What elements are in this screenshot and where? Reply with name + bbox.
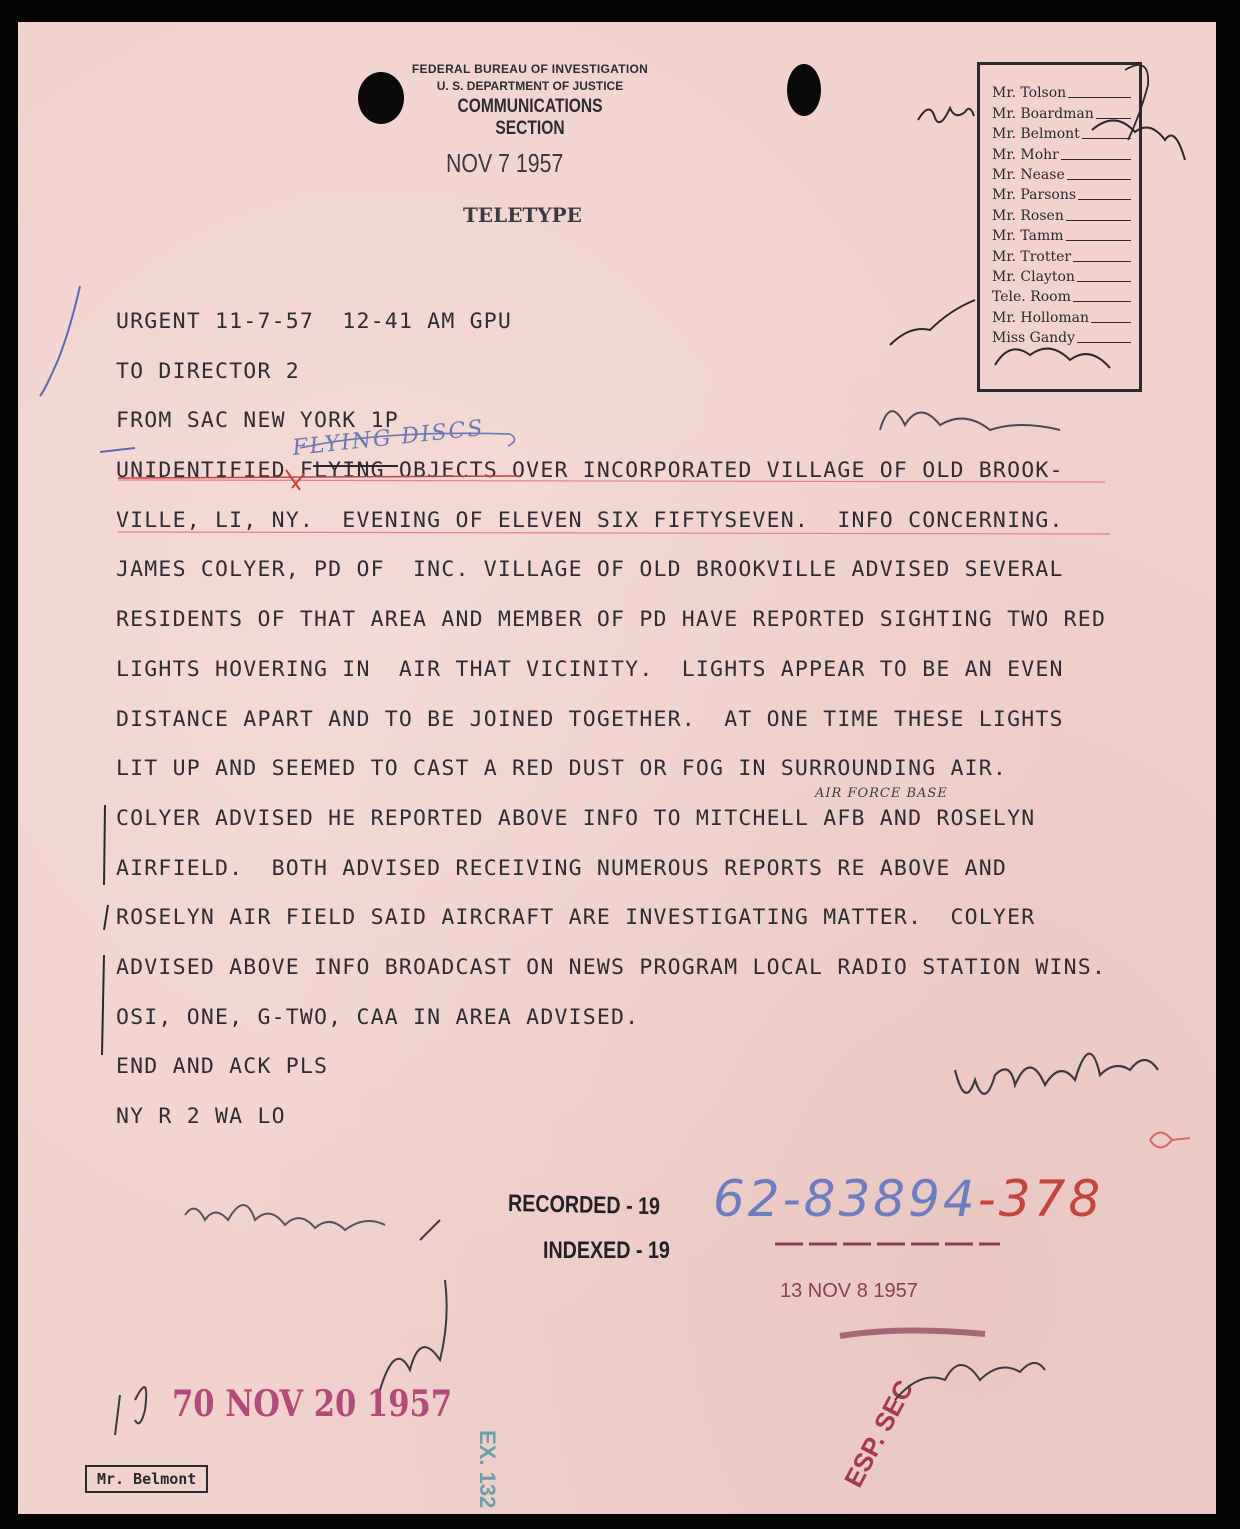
annotation-flying-discs: FLYING DISCS — [291, 415, 486, 462]
routing-name: Mr. Holloman — [992, 309, 1090, 326]
file-number-main: 62-83894 — [713, 1170, 978, 1228]
agency-line-1: FEDERAL BUREAU OF INVESTIGATION — [411, 62, 649, 76]
routing-name: Mr. Rosen — [992, 207, 1064, 224]
message-line: NY R 2 WA LO — [116, 1104, 286, 1129]
indexed-stamp: INDEXED - 19 — [543, 1237, 670, 1264]
message-line: DISTANCE APART AND TO BE JOINED TOGETHER. AT ONE TIME THESE LIGHTS — [116, 706, 1064, 732]
message-line: LIT UP AND SEEMED TO CAST A RED DUST OR FOG IN SURROUNDING AIR. — [116, 756, 1008, 782]
receipt-date: NOV 7 1957 — [446, 148, 564, 178]
message-line: URGENT 11-7-57 12-41 AM GPU — [116, 309, 513, 334]
message-line: FROM SAC NEW YORK 1P — [116, 408, 399, 434]
message-line: RESIDENTS OF THAT AREA AND MEMBER OF PD HAVE REPORTED SIGHTING TWO RED — [116, 607, 1107, 633]
annotation-air-force-base: AIR FORCE BASE — [815, 786, 948, 801]
ex-stamp: EX. 132 — [475, 1430, 500, 1509]
message-line: COLYER ADVISED HE REPORTED ABOVE INFO TO MITCHELL AFB AND ROSELYN — [116, 805, 1036, 831]
routing-name: Mr. Trotter — [992, 248, 1072, 265]
received-date-stamp: 13 NOV 8 1957 — [780, 1280, 918, 1302]
message-line: VILLE, LI, NY. EVENING OF ELEVEN SIX FIFTYSEVEN. INFO CONCERNING. — [116, 507, 1064, 533]
agency-line-2: U. S. DEPARTMENT OF JUSTICE — [436, 79, 624, 93]
bottom-date-stamp: 70 NOV 20 1957 — [172, 1383, 453, 1425]
routing-name: Mr. Tolson — [992, 85, 1067, 102]
routing-name: Mr. Clayton — [992, 268, 1075, 285]
document-type: TELETYPE — [463, 203, 582, 227]
routing-name: Mr. Boardman — [992, 105, 1094, 122]
esp-sec-stamp: ESP. SEC — [838, 1375, 920, 1493]
message-line: AIRFIELD. BOTH ADVISED RECEIVING NUMEROUS REPORTS RE ABOVE AND — [116, 855, 1008, 881]
message-line: UNIDENTIFIED FLYING OBJECTS OVER INCORPORATED VILLAGE OF OLD BROOK- — [116, 458, 1064, 484]
belmont-box: Mr. Belmont — [85, 1465, 208, 1493]
routing-name: Mr. Parsons — [992, 187, 1077, 204]
routing-name: Mr. Nease — [992, 166, 1065, 183]
message-line: OSI, ONE, G-TWO, CAA IN AREA ADVISED. — [116, 1004, 640, 1030]
routing-name: Miss Gandy — [992, 330, 1076, 347]
recorded-stamp: RECORDED - 19 — [507, 1190, 661, 1221]
file-number-serial: -378 — [977, 1170, 1104, 1228]
routing-name: Mr. Belmont — [992, 126, 1080, 143]
message-line: END AND ACK PLS — [116, 1054, 329, 1080]
routing-name: Tele. Room — [992, 289, 1071, 306]
message-line: LIGHTS HOVERING IN AIR THAT VICINITY. LIGHTS APPEAR TO BE AN EVEN — [116, 656, 1064, 682]
section-name: COMMUNICATIONS SECTION — [457, 96, 603, 139]
message-line: ROSELYN AIR FIELD SAID AIRCRAFT ARE INVESTIGATING MATTER. COLYER — [116, 905, 1036, 931]
routing-name: Mr. Tamm — [992, 228, 1064, 245]
message-line: TO DIRECTOR 2 — [116, 358, 300, 384]
routing-name: Mr. Mohr — [992, 146, 1059, 163]
message-line: JAMES COLYER, PD OF INC. VILLAGE OF OLD BROOKVILLE ADVISED SEVERAL — [116, 557, 1064, 583]
message-line: ADVISED ABOVE INFO BROADCAST ON NEWS PROGRAM LOCAL RADIO STATION WINS. — [116, 954, 1107, 980]
